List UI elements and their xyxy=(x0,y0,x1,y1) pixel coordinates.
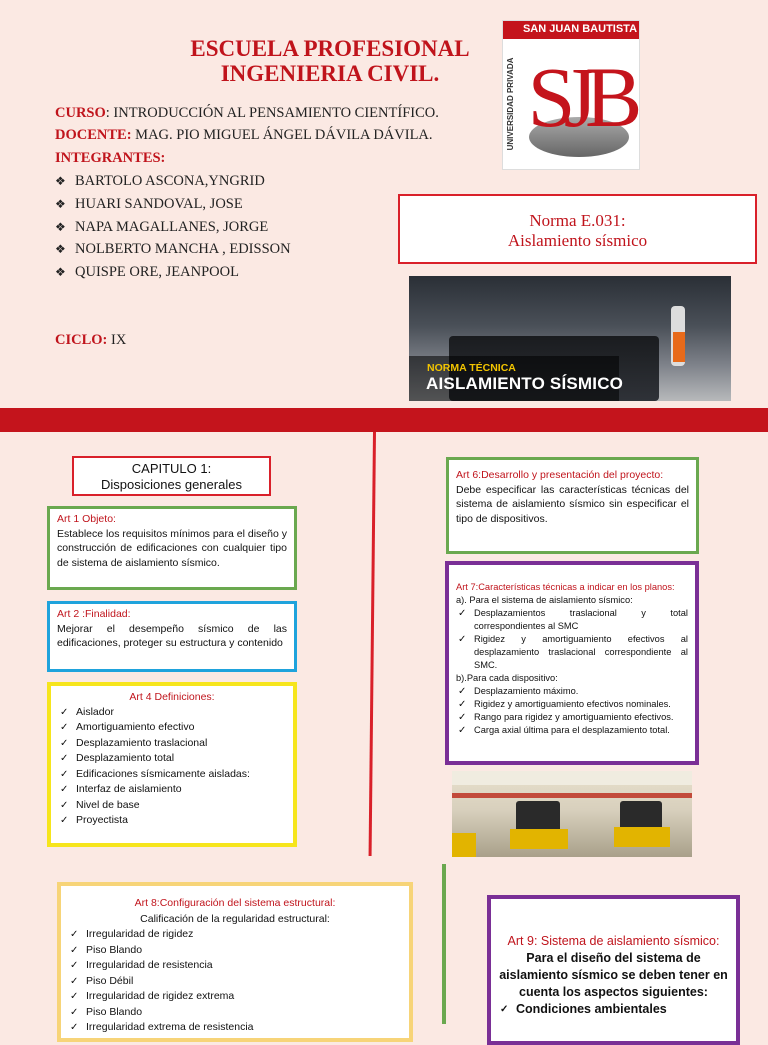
divider-band xyxy=(0,408,768,432)
list-item: ✓ Amortiguamiento efectivo xyxy=(58,720,286,736)
art4-list xyxy=(58,705,286,829)
norma-line-1: Norma E.031: xyxy=(529,211,626,230)
capitulo-line-1: CAPITULO 1: xyxy=(131,461,212,476)
diamond-bullet-icon: ❖ xyxy=(55,265,66,279)
art9-box xyxy=(487,895,740,1045)
list-item: ✓ Desplazamientos traslacional y total correspondientes al SMC xyxy=(456,607,688,633)
banner-line-1: NORMA TÉCNICA xyxy=(427,362,516,374)
member-item: ❖ HUARI SANDOVAL, JOSE xyxy=(55,196,243,212)
art7-sub-b: b).Para cada dispositivo: xyxy=(456,673,558,683)
art7-box xyxy=(445,561,699,765)
art7-list-a xyxy=(456,607,688,672)
list-item: ✓ Desplazamiento total xyxy=(58,751,286,767)
list-item: ✓ Rigidez y amortiguamiento efectivos nominales. xyxy=(456,698,688,711)
capitulo-box xyxy=(72,456,271,496)
art4-title: Art 4 Definiciones: xyxy=(129,691,215,703)
list-item: ✓ Irregularidad extrema de resistencia xyxy=(68,1020,402,1036)
art9-text: Para el diseño del sistema de aislamiento sísmico se deben tener en cuenta los aspectos siguientes: xyxy=(499,951,728,999)
capitulo-line-2: Disposiciones generales xyxy=(101,477,242,492)
docente-line xyxy=(55,127,433,144)
list-item: ✓ Irregularidad de rigidez xyxy=(68,927,402,943)
banner-line-2: AISLAMIENTO SÍSMICO xyxy=(426,374,624,393)
art9-title: Art 9: Sistema de aislamiento sísmico: xyxy=(507,934,720,948)
art7-list-b xyxy=(456,685,688,737)
logo-top-text: SAN JUAN BAUTISTA xyxy=(522,23,638,35)
art2-box xyxy=(47,601,297,672)
list-item: ✓ Irregularidad de resistencia xyxy=(68,958,402,974)
list-item: ✓ Carga axial última para el desplazamiento total. xyxy=(456,724,688,737)
member-item: ❖ NOLBERTO MANCHA , EDISSON xyxy=(55,241,291,257)
curso-label: CURSO xyxy=(55,105,106,121)
docente-value: MAG. PIO MIGUEL ÁNGEL DÁVILA DÁVILA. xyxy=(131,127,433,143)
list-item: ✓ Rango para rigidez y amortiguamiento efectivos. xyxy=(456,711,688,724)
page-title xyxy=(150,36,510,86)
list-item: ✓ Desplazamiento máximo. xyxy=(456,685,688,698)
art7-sub-a: a). Para el sistema de aislamiento sísmico: xyxy=(456,595,633,605)
curso-value: : INTRODUCCIÓN AL PENSAMIENTO CIENTÍFICO. xyxy=(105,105,439,121)
diamond-bullet-icon: ❖ xyxy=(55,220,66,234)
art7-title: Art 7:Características técnicas a indicar en los planos: xyxy=(456,582,675,592)
divider-red-line xyxy=(369,432,376,856)
art2-title: Art 2 :Finalidad: xyxy=(57,608,131,620)
isolator-photo-banner xyxy=(409,276,731,401)
integrantes-label: INTEGRANTES: xyxy=(55,150,166,166)
list-item: ✓ Desplazamiento traslacional xyxy=(58,736,286,752)
logo-side-text: UNIVERSIDAD PRIVADA xyxy=(506,57,515,151)
art8-box xyxy=(57,882,413,1042)
member-item: ❖ BARTOLO ASCONA,YNGRID xyxy=(55,173,265,189)
list-item: ✓ Nivel de base xyxy=(58,798,286,814)
list-item: ✓ Condiciones ambientales xyxy=(498,1001,729,1018)
docente-label: DOCENTE: xyxy=(55,127,132,143)
art1-title: Art 1 Objeto: xyxy=(57,513,116,525)
art8-list xyxy=(68,927,402,1036)
art6-title: Art 6:Desarrollo y presentación del proyecto: xyxy=(456,469,664,481)
art8-title: Art 8:Configuración del sistema estructural: xyxy=(134,897,336,909)
list-item: ✓ Edificaciones sísmicamente aisladas: xyxy=(58,767,286,783)
norma-title-box xyxy=(398,194,757,264)
art6-box xyxy=(446,457,699,554)
art1-text: Establece los requisitos mínimos para el diseño y construcción de edificaciones con cualquier tipo de sistema de aislamiento sísmico. xyxy=(57,527,287,569)
list-item: ✓ Rigidez y amortiguamiento efectivos al desplazamiento traslacional correspondiente al SMC. xyxy=(456,633,688,672)
norma-line-2: Aislamiento sísmico xyxy=(507,231,648,250)
art9-list xyxy=(498,1001,729,1018)
isolators-photo xyxy=(452,771,692,857)
logo-letters: SJB xyxy=(527,49,631,145)
divider-green-line xyxy=(442,864,446,1024)
art8-subtitle: Calificación de la regularidad estructural: xyxy=(140,912,330,925)
art6-text: Debe especificar las características técnicas del sistema de aislamiento sísmico sin especificar el tipo de dispositivos. xyxy=(456,483,689,525)
art2-text: Mejorar el desempeño sísmico de las edificaciones, proteger su estructura y contenido xyxy=(57,622,287,649)
diamond-bullet-icon: ❖ xyxy=(55,242,66,256)
list-item: ✓ Interfaz de aislamiento xyxy=(58,782,286,798)
list-item: ✓ Proyectista xyxy=(58,813,286,829)
list-item: ✓ Piso Blando xyxy=(68,1005,402,1021)
art1-box xyxy=(47,506,297,590)
list-item: ✓ Piso Débil xyxy=(68,974,402,990)
list-item: ✓ Aislador xyxy=(58,705,286,721)
diamond-bullet-icon: ❖ xyxy=(55,174,66,188)
list-item: ✓ Piso Blando xyxy=(68,943,402,959)
member-item: ❖ QUISPE ORE, JEANPOOL xyxy=(55,264,239,280)
ciclo-line xyxy=(55,332,126,349)
university-logo xyxy=(502,20,640,170)
title-line-1: ESCUELA PROFESIONAL xyxy=(190,36,470,61)
art4-box xyxy=(47,682,297,847)
diamond-bullet-icon: ❖ xyxy=(55,197,66,211)
ciclo-label: CICLO: xyxy=(55,332,108,348)
title-line-2: INGENIERIA CIVIL. xyxy=(220,61,440,86)
member-item: ❖ NAPA MAGALLANES, JORGE xyxy=(55,219,269,235)
list-item: ✓ Irregularidad de rigidez extrema xyxy=(68,989,402,1005)
curso-line xyxy=(55,105,439,122)
ciclo-value: IX xyxy=(107,332,127,348)
